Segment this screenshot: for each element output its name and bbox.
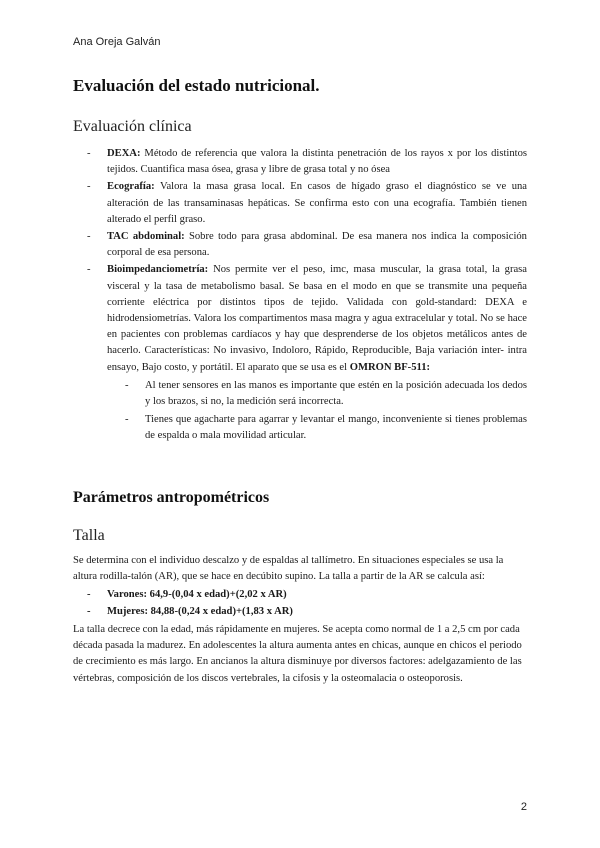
device-name: OMRON BF-511: — [349, 361, 431, 373]
term-ecografia: Ecografía: — [107, 181, 155, 193]
talla-heading: Talla — [73, 526, 105, 544]
formula-list — [73, 587, 527, 620]
formula-varones: - Varones: 64,9-(0,04 x edad)+(2,02 x AR) — [107, 587, 527, 604]
page-number: 2 — [520, 801, 527, 813]
sub-item-sensores: - Al tener sensores en las manos es importante que estén en la posición adecuada los dedos y los brazos, si no, la medición será incorrecta. — [145, 378, 527, 410]
text-ecografia: Valora la masa grasa local. En casos de hígado graso el diagnóstico se ve una alteración de las transaminasas hepáticas. Se confirma esto con una ecografía. También tienen alterado el perfil graso. — [107, 181, 527, 225]
clinical-list — [73, 146, 527, 445]
term-bioimpedancia: Bioimpedanciometría: — [107, 264, 209, 276]
header-author: Ana Oreja Galván — [73, 36, 161, 48]
clinical-heading: Evaluación clínica — [73, 118, 192, 135]
list-item-dexa — [107, 146, 527, 178]
section-spacer — [73, 447, 527, 489]
bioimpedancia-sublist — [107, 378, 527, 445]
term-dexa: DEXA: — [107, 148, 141, 159]
list-item-ecografia — [107, 179, 527, 228]
anthro-heading: Parámetros antropométricos — [73, 488, 270, 506]
list-item-tac — [107, 229, 527, 261]
text-bioimpedancia: Nos permite ver el peso, imc, masa muscular, la grasa total, la grasa visceral y la tasa de metabolismo basal. Se basa en el modo en que se transmite una pequeña corriente eléctrica por distintos tipos de tejido. Validada con gold-standard: DEXA e hidrodensiometrías. Valora los compartimentos masa magra y agua extracelular y total. No se hace en pacientes con problemas cardíacos y hay que desprenderse de los objetos metálicos antes de hacerlo. Características: No invasivo, Indoloro, Rápido, Reproducible, Baja variación inter- intra ensayo, Bajo costo, y portátil. El aparato que se usa es el — [107, 264, 527, 373]
sub-item-agacharte: - Tienes que agacharte para agarrar y levantar el mango, inconveniente si tienes problemas de espalda o mala movilidad articular. — [145, 412, 527, 444]
formula-mujeres: - Mujeres: 84,88-(0,24 x edad)+(1,83 x AR) — [107, 604, 527, 621]
page-content — [73, 76, 527, 687]
text-tac: Sobre todo para grasa abdominal. De esa manera nos indica la composición corporal de esa persona. — [107, 231, 527, 259]
talla-body: La talla decrece con la edad, más rápidamente en mujeres. Se acepta como normal de 1 a 2,5 cm por cada década pasada la madurez. En adolescentes la altura aumenta antes en chicas, aunque en chicos el periodo de crecimiento es más largo. En ancianos la altura disminuye por diversos factores: adelgazamiento de las vértebras, composición de los discos vertebrales, la cifosis y la osteomalacia o osteoporosis. — [73, 624, 522, 684]
document-title: Evaluación del estado nutricional. — [73, 76, 320, 95]
text-dexa: Método de referencia que valora la distinta penetración de los rayos x por los distintos tejidos. Cuantifica masa ósea, grasa y libre de grasa total y no ósea — [107, 148, 527, 176]
list-item-bioimpedancia — [107, 262, 527, 444]
term-tac: TAC abdominal: — [107, 231, 185, 243]
talla-intro: Se determina con el individuo descalzo y de espaldas al tallímetro. En situaciones especiales se usa la altura rodilla-talón (AR), que se hace en decúbito supino. La talla a partir de la AR se calcula así: — [73, 554, 504, 582]
